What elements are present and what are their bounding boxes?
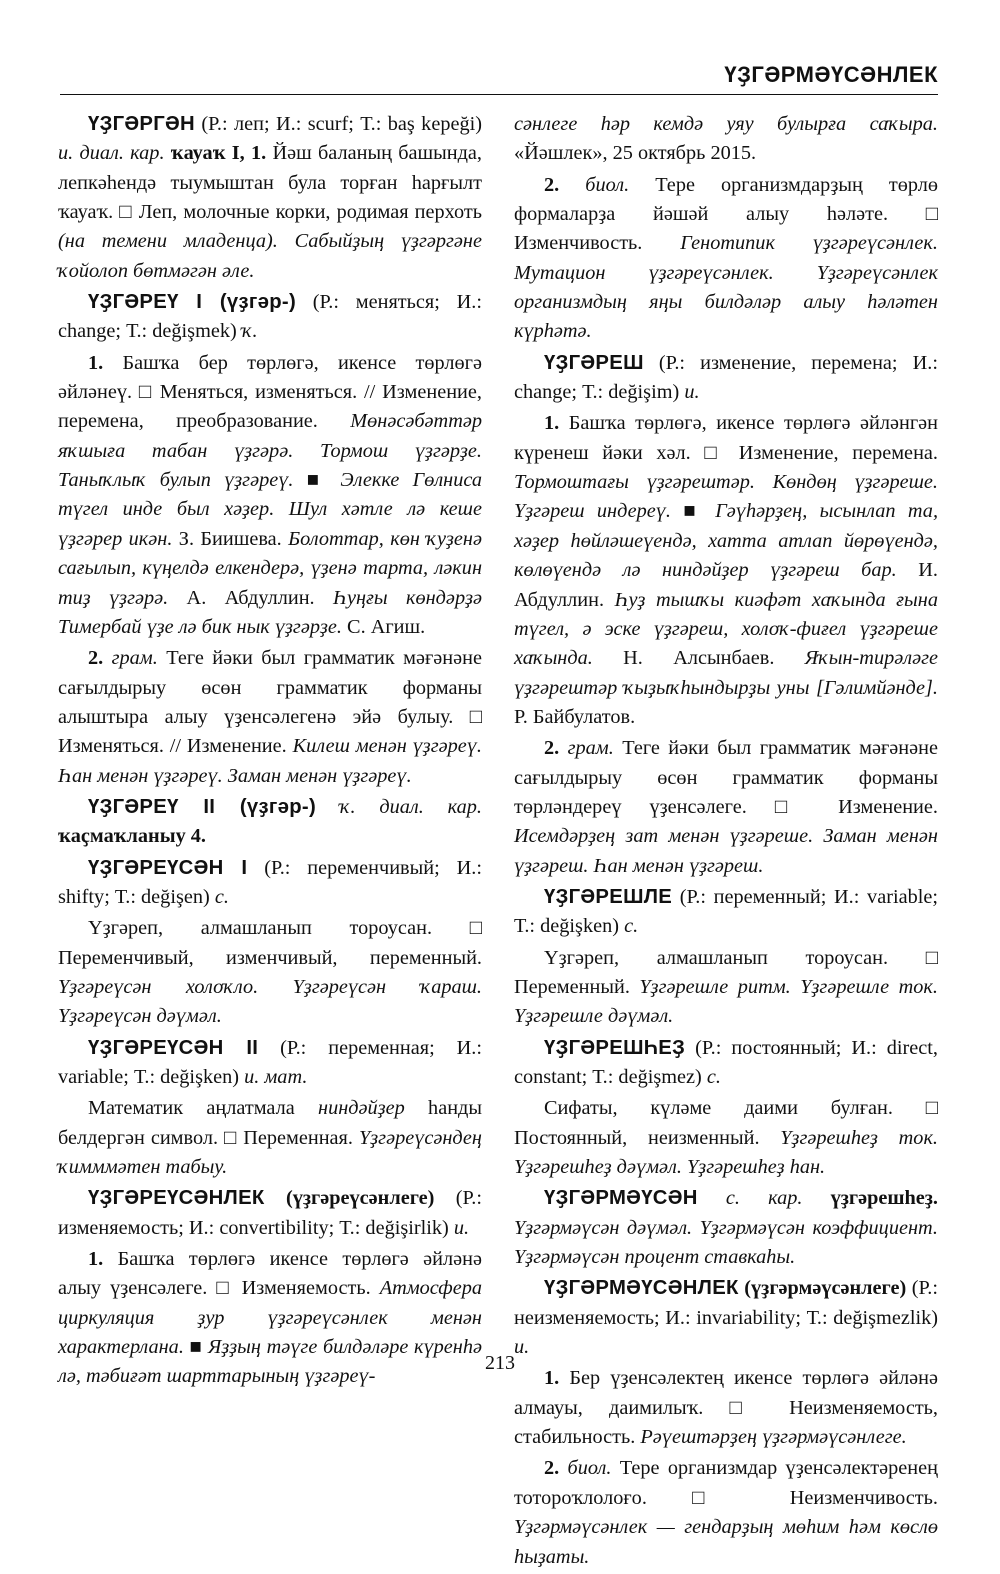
cross-reference: ҡаҫмаҡланыу 4. [58, 825, 206, 848]
square-icon: ■ [306, 469, 328, 492]
entry-uzgareshle: ҮҘГӘРЕШЛЕ (Р.: переменный; И.: variable; Т.: değişken) с. [514, 885, 938, 938]
square-icon: ■ [189, 1336, 203, 1359]
entry-uzgareusan-2: ҮҘГӘРЕҮСӘН II (Р.: переменная; И.: variable; Т.: değişken) и. мат. [58, 1036, 482, 1088]
headword: ҮҘГӘРЕҮСӘН II [88, 1036, 259, 1059]
cross-reference: үҙгәрешһеҙ. [802, 1187, 938, 1210]
headword: ҮҘГӘРЕҮ I (үҙгәр-) [88, 291, 296, 314]
page-header [60, 58, 938, 95]
headword: ҮҘГӘРЕҮСӘНЛЕК [88, 1187, 265, 1210]
entry-uzgareshhez: ҮҘГӘРЕШҺЕҘ (Р.: постоянный; И.: direct, constant; Т.: değişmez) с. [514, 1036, 938, 1088]
sense-2: 2. биол. Тере организмдар үҙенсәлектәренең тотороҡлолоғо. □ Неизменчивость. Үҙгәрмәүсәнлек — гендарҙың мөһим һәм көслө һыҙаты. [514, 1457, 938, 1568]
headword: ҮҘГӘРГӘН [88, 113, 196, 135]
running-head: ҮҘГӘРМӘҮСӘНЛЕК [724, 62, 938, 87]
continuation: сәнлеге һәр кемдә уяу булырға саҡыра. «Йәшлек», 25 октябрь 2015. [514, 113, 938, 165]
headword: ҮҘГӘРМӘҮСӘНЛЕК [544, 1277, 739, 1300]
headword: ҮҘГӘРЕҮ II (үҙгәр-) [88, 795, 316, 818]
headword: ҮҘГӘРМӘҮСӘН [544, 1187, 698, 1210]
sense-1: 1. Башҡа төрлөгә, икенсе төрлөгә әйләнгән күренеш йәки хәл. □ Изменение, перемена. Тормоштағы үҙгәрештәр. Көндөң үҙгәреше. Үҙгәреш индереү. ■ Гәүһәрҙең, ысынлап та, хәҙер һөйләшеүендә, хатта атлап йөрөүендә, көлөүендә лә ниндәйҙер үҙгәреш бар. И. Абдуллин. Һуҙ тышҡы киәфәт хаҡында ғына түгел, ә эске үҙгәреш, холоҡ-фиғел үҙгәреше хаҡында. Н. Алсынбаев. Яҡын-тирәләге үҙгәрештәр ҡыҙыҡһындырҙы уны [Гәлимйәнде]. Р. Байбулатов. [514, 412, 939, 728]
entry-uzgareusanlek: ҮҘГӘРЕҮСӘНЛЕК (үҙгәреүсәнлеге) (Р.: изменяемость; И.: convertibility; Т.: değişirlik) и. [58, 1187, 482, 1239]
page-number: 213 [485, 1352, 515, 1374]
entry-uzgaresh: ҮҘГӘРЕШ (Р.: изменение, перемена; И.: change; Т.: değişim) и. [514, 351, 938, 404]
sense-1: 1. Башҡа төрлөгә икенсе төрлөгә әйләнә алыу үҙенсәлеге. □ Изменяемость. Атмосфера циркуляция ҙур үҙгәреүсәнлек менән характерлана. ■ Яҙҙың тәүге билдәләре күренһә лә, тәбиғәт шарттарының үҙгәреү- [58, 1248, 483, 1388]
square-icon: ■ [683, 500, 703, 523]
entry-uzgareusan-1: ҮҘГӘРЕҮСӘН I (Р.: переменчивый; И.: shifty; Т.: değişen) с. [58, 856, 482, 908]
cross-reference: ҡауаҡ I, 1. [164, 142, 267, 165]
sense-1: 1. Башҡа бер төрлөгә, икенсе төрлөгә әйләнеү. □ Меняться, изменяться. // Изменение, перемена, преобразование. Мөнәсәбәттәр яҡшыға табан үҙгәрә. Тормош үҙгәрҙе. Таныҡлыҡ булып үҙгәреү. ■ Элекке Гөлниса түгел инде был хәҙер. Шул хәтле лә кеше үҙгәрер икән. З. Биишева. Болоттар, көн ҡуҙенә сағылып, күңелдә елкендерә, үҙенә тарта, ләкин тиҙ үҙгәрә. А. Абдуллин. Һуңғы көндәрҙә Тимербай үҙе лә бик нык үҙгәрҙе. С. Агиш. [58, 351, 483, 638]
sense-2: 2. грам. Теге йәки был грамматик мәғәнәне сағылдырыу өсөн грамматик форманы алыштыра алыу үҙенсәлегенә эйә булыу. □ Изменяться. // Изменение. Килеш менән үҙгәреү. Һан менән үҙгәреү. Заман менән үҙгәреү. [58, 647, 482, 787]
entry-uzgarmausanlek: ҮҘГӘРМӘҮСӘНЛЕК (үҙгәрмәүсәнлеге) (Р.: неизменяемость; И.: invariability; Т.: değişmezlik) и. [514, 1277, 938, 1359]
headword: ҮҘГӘРЕҮСӘН I [88, 856, 248, 879]
entry-uzgargan: ҮҘГӘРГӘН (Р.: леп; И.: scurf; Т.: baş kepeği) и. диал. кар. ҡауаҡ I, 1. Йәш баланың башында, лепкәһендә тыумыштан була торған һарғылт ҡауаҡ. □ Леп, молочные корки, родимая перхоть (на темени младенца). Сабыйҙың үҙгәргәне ҡойолоп бөтмәгән әле. [58, 113, 483, 282]
sense-1: 1. Бер үҙенсәлектең икенсе төрлөгә әйләнә алмауы, даимилыҡ. □ Неизменяемость, стабильность. Рәүештәрҙең үҙгәрмәүсәнлеге. [514, 1367, 938, 1449]
entry-uzgarmausan: ҮҘГӘРМӘҮСӘН с. кар. үҙгәрешһеҙ. Үҙгәрмәүсән дәүмәл. Үҙгәрмәүсән коэффициент. Үҙгәрмәүсән процент ставкаһы. [514, 1187, 938, 1269]
sense-2: 2. грам. Теге йәки был грамматик мәғәнәне сағылдырыу өсөн грамматик форманы төрләндереү үҙенсәлеге. □ Изменение. Исемдәрҙең зат менән үҙгәреше. Заман менән үҙгәреш. Һан менән үҙгәреш. [514, 737, 938, 877]
headword: ҮҘГӘРЕШ [544, 351, 644, 374]
definition: Математик аңлатмала ниндәйҙер һанды белдергән символ. □ Переменная. Үҙгәреүсәндең ҡимммәтен табыу. [58, 1097, 483, 1179]
definition: Сифаты, күләме даими булған. □ Постоянный, неизменный. Үҙгәрешһеҙ ток. Үҙгәрешһеҙ дәүмәл. Үҙгәрешһеҙ һан. [514, 1097, 938, 1179]
entry-uzgareu-2: ҮҘГӘРЕҮ II (үҙгәр-) ҡ. диал. кар. ҡаҫмаҡланыу 4. [58, 795, 482, 848]
entry-uzgareu-1: ҮҘГӘРЕҮ I (үҙгәр-) (Р.: меняться; И.: change; Т.: değişmek) ҡ. [58, 291, 482, 343]
headword: ҮҘГӘРЕШЛЕ [544, 885, 673, 908]
definition: Үҙгәреп, алмашланып тороусан. □ Переменчивый, изменчивый, переменный. Үҙгәреүсән холоҡло. Үҙгәреүсән ҡараш. Үҙгәреүсән дәүмәл. [58, 917, 482, 1028]
left-column [58, 110, 482, 1394]
headword: ҮҘГӘРЕШҺЕҘ [544, 1036, 686, 1059]
sense-2: 2. биол. Тере организмдарҙың төрлө формаларҙа йәшәй алыу һәләте. □ Изменчивость. Генотипик үҙгәреүсәнлек. Мутацион үҙгәреүсәнлек. Үҙгәреүсәнлек организмдың яңы билдәләр алыу һәләтен күрһәтә. [514, 173, 938, 343]
definition: Үҙгәреп, алмашланып тороусан. □ Переменный. Үҙгәрешле ритм. Үҙгәрешле ток. Үҙгәрешле дәүмәл. [514, 946, 938, 1028]
